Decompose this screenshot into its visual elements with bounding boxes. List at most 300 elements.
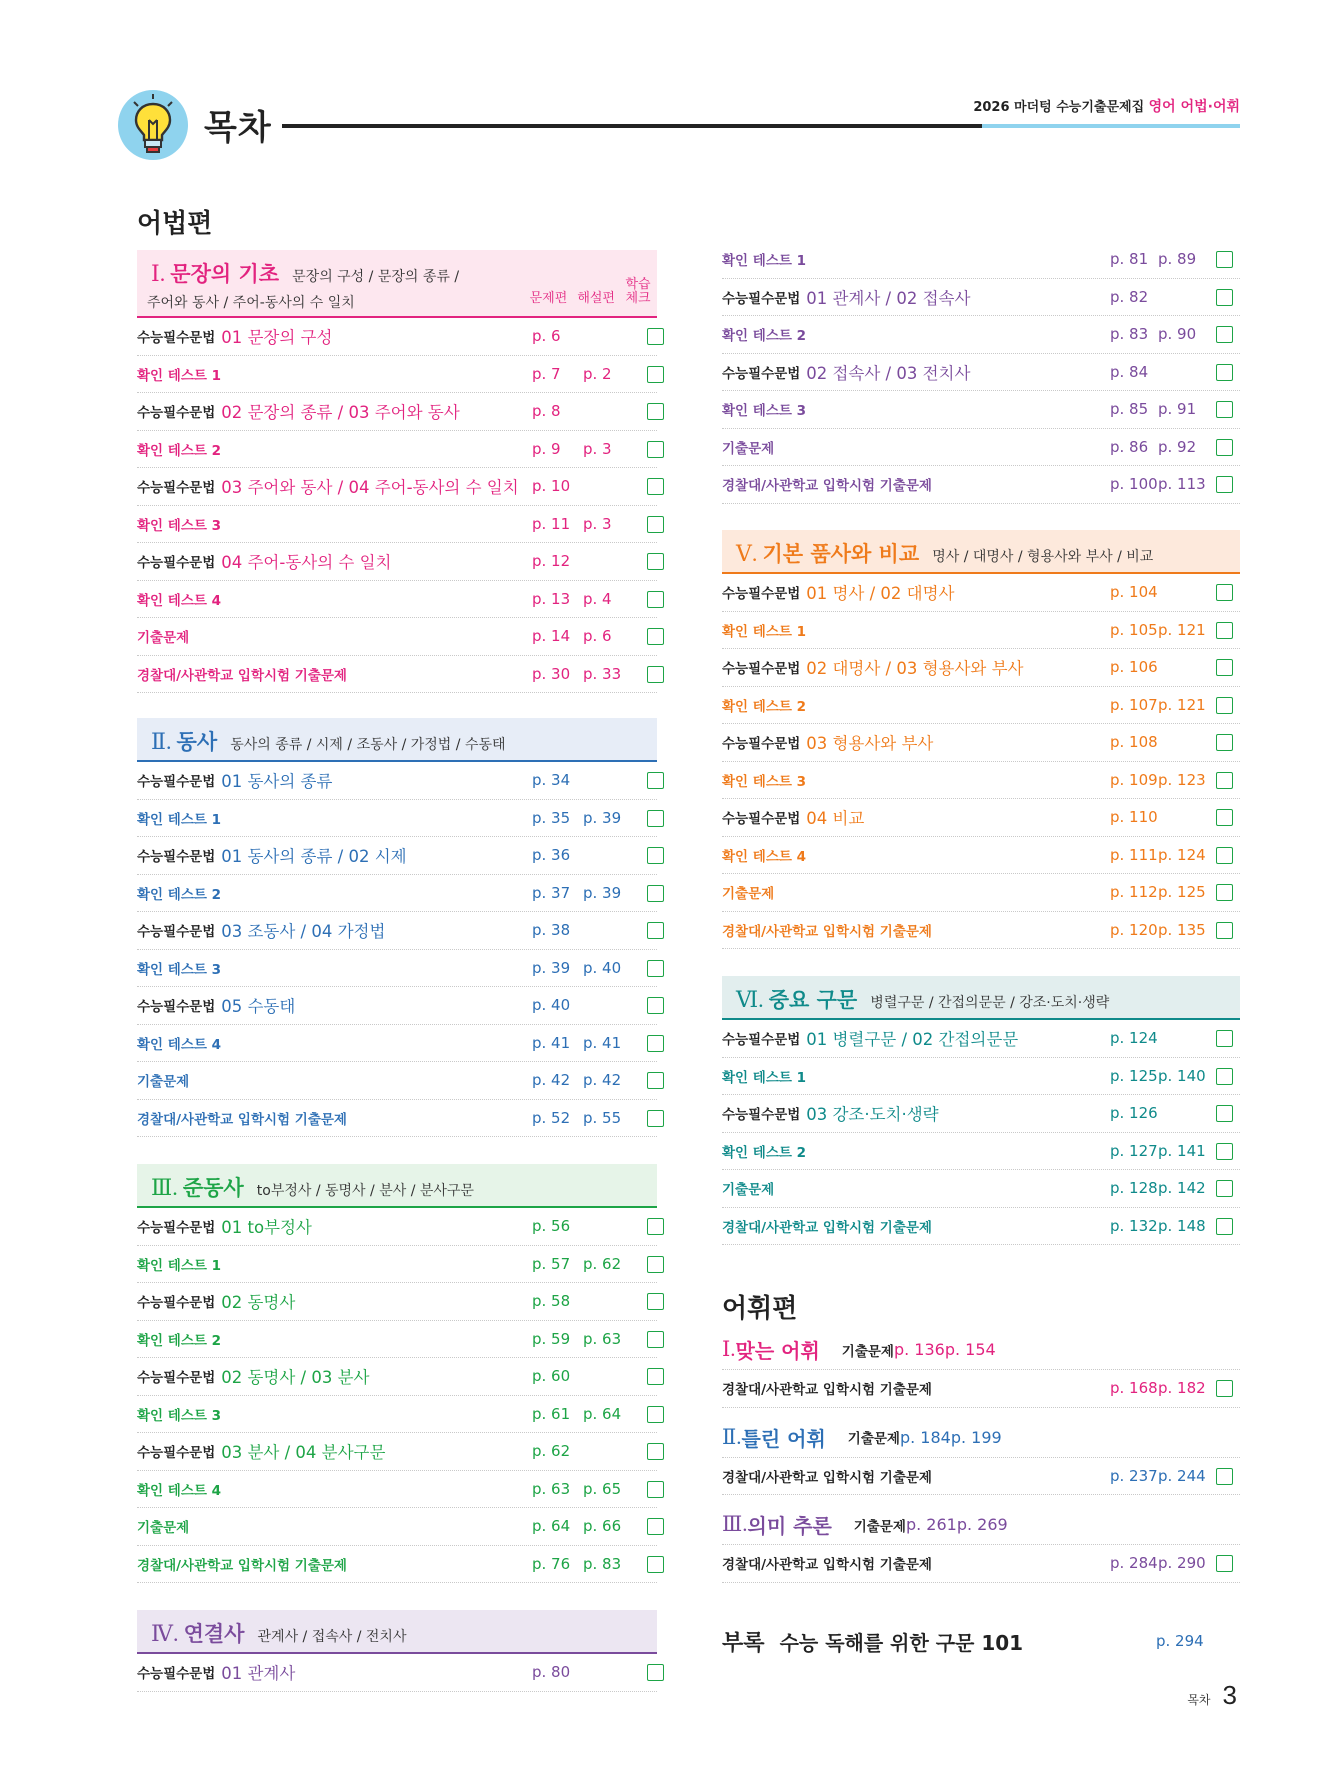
- row-topic: 01 병렬구문 / 02 간접의문문: [806, 1030, 1019, 1050]
- row-topic: 01 관계사: [221, 1664, 296, 1684]
- row-label: 확인 테스트 2: [722, 1144, 806, 1161]
- row-label: 경찰대/사관학교 입학시험 기출문제: [137, 1111, 347, 1128]
- problem-page: p. 127: [1110, 1141, 1158, 1160]
- problem-page: p. 112: [1110, 883, 1158, 902]
- problem-page: p. 85: [1110, 400, 1149, 419]
- row-label: 경찰대/사관학교 입학시험 기출문제: [722, 478, 932, 495]
- toc-row: [722, 429, 1240, 467]
- study-checkbox[interactable]: [647, 1556, 664, 1573]
- vocab-number: Ⅱ.: [722, 1424, 742, 1449]
- study-checkbox[interactable]: [1216, 1068, 1233, 1085]
- chapter-title: 문장의 기초: [170, 262, 280, 286]
- row-label: 기출문제: [722, 1182, 775, 1199]
- study-checkbox[interactable]: [647, 1293, 664, 1310]
- col-problem: 문제편: [529, 291, 568, 306]
- study-checkbox[interactable]: [1216, 1030, 1233, 1047]
- row-category: 수능필수문법: [137, 1220, 216, 1237]
- row-category: 수능필수문법: [137, 774, 216, 791]
- vocab-heading: 어휘편: [722, 1294, 798, 1324]
- row-category: 수능필수문법: [137, 1370, 216, 1387]
- study-checkbox[interactable]: [1216, 401, 1233, 418]
- vocab-title: 의미 추론: [747, 1514, 832, 1538]
- problem-page: p. 34: [532, 771, 571, 790]
- problem-page: p. 52: [532, 1108, 571, 1127]
- solution-page: p. 89: [1158, 250, 1197, 269]
- toc-row: [137, 950, 657, 988]
- problem-page: p. 39: [532, 958, 571, 977]
- study-checkbox[interactable]: [647, 328, 664, 345]
- study-checkbox[interactable]: [647, 1664, 664, 1681]
- row-label: 기출문제: [722, 440, 775, 457]
- vocab-label: 기출문제: [841, 1343, 894, 1360]
- row-label: 확인 테스트 4: [722, 848, 806, 865]
- study-checkbox[interactable]: [647, 553, 664, 570]
- solution-page: p. 41: [583, 1033, 622, 1052]
- solution-page: p. 66: [583, 1517, 622, 1536]
- toc-row: [722, 279, 1240, 317]
- row-label: 경찰대/사관학교 입학시험 기출문제: [722, 923, 932, 940]
- problem-page: p. 35: [532, 808, 571, 827]
- row-topic: 01 동사의 종류 / 02 시제: [221, 847, 407, 867]
- solution-page: p. 141: [1158, 1141, 1206, 1160]
- study-checkbox[interactable]: [1216, 1380, 1233, 1397]
- chapter-title: 준동사: [182, 1176, 244, 1200]
- toc-row: [722, 574, 1240, 612]
- solution-page: p. 40: [583, 958, 622, 977]
- title-rule: [282, 124, 982, 128]
- study-checkbox[interactable]: [647, 1331, 664, 1348]
- study-checkbox[interactable]: [647, 1406, 664, 1423]
- toc-row: [722, 354, 1240, 392]
- chapter-title: 동사: [176, 730, 218, 754]
- toc-row: [137, 1100, 657, 1138]
- toc-row: [137, 1546, 657, 1584]
- study-checkbox[interactable]: [1216, 884, 1233, 901]
- toc-row: [722, 1058, 1240, 1096]
- study-checkbox[interactable]: [1216, 734, 1233, 751]
- chapter-number: Ⅴ.: [736, 541, 758, 566]
- toc-row: [137, 1396, 657, 1434]
- chapter-rows: [137, 1208, 657, 1583]
- study-checkbox[interactable]: [647, 478, 664, 495]
- toc-row: [722, 1020, 1240, 1058]
- chapter-rows: [722, 241, 1240, 504]
- grammar-heading: 어법편: [137, 209, 213, 239]
- toc-row: [137, 318, 657, 356]
- toc-row: [137, 1358, 657, 1396]
- vocab-label: 기출문제: [853, 1518, 906, 1535]
- chapter-title: 중요 구문: [768, 988, 858, 1012]
- problem-page: p. 81: [1110, 250, 1149, 269]
- study-checkbox[interactable]: [1216, 659, 1233, 676]
- problem-page: p. 61: [532, 1404, 571, 1423]
- solution-page: p. 63: [583, 1329, 622, 1348]
- appendix: [722, 1626, 1222, 1660]
- solution-page: p. 33: [583, 664, 622, 683]
- vocab-extra-row: [722, 1545, 1240, 1583]
- row-category: 수능필수문법: [722, 1032, 801, 1049]
- row-label: 확인 테스트 1: [137, 1257, 221, 1274]
- chapter-2: [137, 718, 657, 1137]
- row-category: 수능필수문법: [137, 330, 216, 347]
- vocab-label: 기출문제: [847, 1431, 900, 1447]
- row-label: 경찰대/사관학교 입학시험 기출문제: [722, 1219, 932, 1236]
- page-footer: [1187, 1680, 1237, 1711]
- problem-page: p. 111: [1110, 845, 1158, 864]
- solution-page: p. 124: [1158, 845, 1206, 864]
- toc-row: [722, 799, 1240, 837]
- row-label: 확인 테스트 4: [137, 1036, 221, 1053]
- study-checkbox[interactable]: [647, 366, 664, 383]
- problem-page: p. 56: [532, 1217, 571, 1236]
- chapter-rows: [137, 318, 657, 693]
- appendix-page: p. 294: [1156, 1632, 1204, 1650]
- row-label: 확인 테스트 1: [722, 1069, 806, 1086]
- study-checkbox[interactable]: [1216, 1468, 1233, 1485]
- study-checkbox[interactable]: [1216, 922, 1233, 939]
- toc-row: [722, 912, 1240, 950]
- problem-page: p. 82: [1110, 287, 1149, 306]
- study-checkbox[interactable]: [647, 1481, 664, 1498]
- study-checkbox[interactable]: [647, 441, 664, 458]
- problem-page: p. 128: [1110, 1179, 1158, 1198]
- study-checkbox[interactable]: [647, 403, 664, 420]
- study-checkbox[interactable]: [1216, 289, 1233, 306]
- solution-page: p. 83: [583, 1554, 622, 1573]
- study-checkbox[interactable]: [647, 772, 664, 789]
- row-category: 수능필수문법: [137, 924, 216, 941]
- problem-page: p. 59: [532, 1329, 571, 1348]
- study-checkbox[interactable]: [647, 1035, 664, 1052]
- row-category: 수능필수문법: [137, 1445, 216, 1462]
- study-checkbox[interactable]: [647, 885, 664, 902]
- study-checkbox[interactable]: [1216, 1143, 1233, 1160]
- problem-page: p. 168: [1110, 1379, 1158, 1398]
- toc-row: [722, 612, 1240, 650]
- toc-row: [722, 724, 1240, 762]
- chapter-3: [137, 1164, 657, 1583]
- problem-page: p. 58: [532, 1292, 571, 1311]
- toc-row: [137, 762, 657, 800]
- toc-row: [137, 1321, 657, 1359]
- row-category: 수능필수문법: [722, 586, 801, 603]
- row-topic: 03 주어와 동사 / 04 주어-동사의 수 일치: [221, 478, 519, 498]
- problem-page: p. 108: [1110, 733, 1158, 752]
- problem-page: p. 261: [905, 1515, 957, 1534]
- chapter-number: Ⅳ.: [151, 1621, 179, 1646]
- vocab-section: [722, 1330, 1240, 1583]
- study-checkbox[interactable]: [647, 1518, 664, 1535]
- series-prefix: 2026 마더텅 수능기출문제집: [973, 100, 1149, 115]
- col-check-line-2: 체크: [625, 291, 651, 306]
- chapter-4-continued: [722, 241, 1240, 504]
- chapter-rows: [722, 574, 1240, 949]
- vocab-title: 맞는 어휘: [735, 1339, 820, 1363]
- solution-page: p. 182: [1158, 1379, 1206, 1398]
- vocab-number: Ⅰ.: [722, 1337, 736, 1361]
- problem-page: p. 124: [1110, 1029, 1158, 1048]
- toc-row: [722, 1095, 1240, 1133]
- row-label: 확인 테스트 2: [137, 1332, 221, 1349]
- page-title: 목차: [204, 108, 272, 148]
- row-label: 기출문제: [137, 1520, 190, 1537]
- problem-page: p. 63: [532, 1479, 571, 1498]
- row-topic: 01 문장의 구성: [221, 328, 333, 348]
- col-check: [625, 278, 651, 306]
- row-category: 수능필수문법: [722, 1107, 801, 1124]
- solution-page: p. 55: [583, 1108, 622, 1127]
- chapter-subtitle: 병렬구문 / 간접의문문 / 강조·도치·생략: [870, 995, 1110, 1011]
- solution-page: p. 113: [1158, 475, 1206, 494]
- solution-page: p. 64: [583, 1404, 622, 1423]
- study-checkbox[interactable]: [1216, 1180, 1233, 1197]
- series-subject: 영어 어법·어휘: [1148, 99, 1240, 115]
- problem-page: p. 11: [532, 514, 571, 533]
- problem-page: p. 126: [1110, 1104, 1158, 1123]
- toc-row: [137, 356, 657, 394]
- toc-row: [722, 466, 1240, 504]
- row-label: 기출문제: [722, 886, 775, 903]
- appendix-subtitle: 수능 독해를 위한 구문 101: [779, 1631, 1024, 1655]
- toc-row: [722, 1208, 1240, 1246]
- toc-row: [137, 912, 657, 950]
- solution-page: p. 39: [583, 883, 622, 902]
- toc-row: [722, 391, 1240, 429]
- row-topic: 04 주어-동사의 수 일치: [221, 553, 392, 573]
- study-checkbox[interactable]: [1216, 251, 1233, 268]
- chapter-subtitle: to부정사 / 동명사 / 분사 / 분사구문: [256, 1183, 474, 1199]
- problem-page: p. 41: [532, 1033, 571, 1052]
- row-topic: 02 접속사 / 03 전치사: [806, 363, 971, 383]
- row-topic: 02 동명사: [221, 1293, 296, 1313]
- row-label: 확인 테스트 1: [722, 623, 806, 640]
- solution-page: p. 290: [1158, 1554, 1206, 1573]
- row-label: 확인 테스트 3: [137, 961, 221, 978]
- solution-page: p. 3: [583, 439, 612, 458]
- toc-row: [137, 837, 657, 875]
- toc-row: [722, 874, 1240, 912]
- solution-page: p. 123: [1158, 770, 1206, 789]
- row-category: 수능필수문법: [722, 661, 801, 678]
- problem-page: p. 184: [899, 1427, 951, 1447]
- problem-page: p. 8: [532, 402, 561, 421]
- problem-page: p. 136: [893, 1340, 945, 1359]
- chapter-header: [722, 976, 1240, 1020]
- row-label: 확인 테스트 2: [137, 442, 221, 459]
- toc-row: [137, 800, 657, 838]
- toc-row: [137, 1025, 657, 1063]
- solution-page: p. 154: [944, 1340, 996, 1359]
- toc-row: [722, 316, 1240, 354]
- row-category: 수능필수문법: [722, 811, 801, 828]
- study-checkbox[interactable]: [647, 1110, 664, 1127]
- row-topic: 04 비교: [806, 809, 865, 829]
- row-topic: 01 명사 / 02 대명사: [806, 584, 955, 604]
- problem-page: p. 132: [1110, 1216, 1158, 1235]
- toc-row: [137, 1471, 657, 1509]
- row-topic: 05 수동태: [221, 997, 296, 1017]
- study-checkbox[interactable]: [647, 666, 664, 683]
- study-checkbox[interactable]: [647, 516, 664, 533]
- row-label: 확인 테스트 4: [137, 592, 221, 609]
- row-label: 경찰대/사관학교 입학시험 기출문제: [722, 1557, 932, 1574]
- chapter-number: Ⅲ.: [151, 1175, 178, 1200]
- toc-row: [137, 431, 657, 469]
- toc-row: [722, 1170, 1240, 1208]
- row-category: 수능필수문법: [137, 849, 216, 866]
- solution-page: p. 121: [1158, 620, 1206, 639]
- chapter-subtitle: 관계사 / 접속사 / 전치사: [257, 1629, 407, 1645]
- row-topic: 03 조동사 / 04 가정법: [221, 922, 386, 942]
- study-checkbox[interactable]: [647, 997, 664, 1014]
- solution-page: p. 62: [583, 1254, 622, 1273]
- chapter-number: Ⅵ.: [736, 987, 764, 1012]
- study-checkbox[interactable]: [647, 1072, 664, 1089]
- chapter-1: [137, 250, 657, 693]
- chapter-subtitle: 문장의 구성 / 문장의 종류 /: [292, 269, 460, 285]
- problem-page: p. 37: [532, 883, 571, 902]
- chapter-subtitle: 명사 / 대명사 / 형용사와 부사 / 비교: [932, 549, 1154, 565]
- solution-page: p. 140: [1158, 1066, 1206, 1085]
- row-topic: 02 대명사 / 03 형용사와 부사: [806, 659, 1024, 679]
- problem-page: p. 38: [532, 921, 571, 940]
- row-label: 경찰대/사관학교 입학시험 기출문제: [722, 1382, 932, 1399]
- vocab-chapter-row: [722, 1505, 1240, 1545]
- study-checkbox[interactable]: [1216, 697, 1233, 714]
- solution-page: p. 92: [1158, 437, 1197, 456]
- row-topic: 03 분사 / 04 분사구문: [221, 1443, 386, 1463]
- problem-page: p. 9: [532, 439, 561, 458]
- study-checkbox[interactable]: [1216, 847, 1233, 864]
- row-label: 확인 테스트 4: [137, 1482, 221, 1499]
- problem-page: p. 40: [532, 996, 571, 1015]
- study-checkbox[interactable]: [647, 960, 664, 977]
- problem-page: p. 13: [532, 589, 571, 608]
- study-checkbox[interactable]: [1216, 584, 1233, 601]
- problem-page: p. 86: [1110, 437, 1149, 456]
- study-checkbox[interactable]: [647, 810, 664, 827]
- problem-page: p. 64: [532, 1517, 571, 1536]
- row-topic: 01 관계사 / 02 접속사: [806, 288, 971, 308]
- solution-page: p. 6: [583, 627, 612, 646]
- problem-page: p. 42: [532, 1071, 571, 1090]
- problem-page: p. 36: [532, 846, 571, 865]
- solution-page: p. 39: [583, 808, 622, 827]
- row-label: 기출문제: [137, 1074, 190, 1091]
- toc-row: [137, 581, 657, 619]
- row-label: 확인 테스트 1: [722, 253, 806, 270]
- solution-page: p. 142: [1158, 1179, 1206, 1198]
- study-checkbox[interactable]: [1216, 326, 1233, 343]
- study-checkbox[interactable]: [647, 922, 664, 939]
- col-check-line-1: 학습: [625, 277, 651, 292]
- problem-page: p. 110: [1110, 808, 1158, 827]
- study-checkbox[interactable]: [1216, 1105, 1233, 1122]
- vocab-chapter-row: [722, 1418, 1240, 1458]
- study-checkbox[interactable]: [647, 1256, 664, 1273]
- study-checkbox[interactable]: [647, 1368, 664, 1385]
- row-label: 확인 테스트 1: [137, 367, 221, 384]
- row-category: 수능필수문법: [137, 555, 216, 572]
- row-category: 수능필수문법: [722, 736, 801, 753]
- toc-row: [137, 618, 657, 656]
- chapter-header: [137, 1164, 657, 1208]
- vocab-title: 틀린 어휘: [741, 1426, 826, 1451]
- study-checkbox[interactable]: [647, 1443, 664, 1460]
- toc-row: [137, 1654, 657, 1692]
- row-category: 수능필수문법: [137, 999, 216, 1016]
- row-topic: 03 형용사와 부사: [806, 734, 934, 754]
- row-category: 수능필수문법: [137, 480, 216, 497]
- row-label: 확인 테스트 2: [722, 698, 806, 715]
- chapter-rows: [137, 762, 657, 1137]
- solution-page: p. 148: [1158, 1216, 1206, 1235]
- problem-page: p. 83: [1110, 325, 1149, 344]
- study-checkbox[interactable]: [1216, 622, 1233, 639]
- problem-page: p. 62: [532, 1442, 571, 1461]
- toc-row: [137, 1208, 657, 1246]
- solution-page: p. 269: [956, 1515, 1008, 1534]
- study-checkbox[interactable]: [1216, 809, 1233, 826]
- toc-row: [722, 837, 1240, 875]
- problem-page: p. 6: [532, 327, 561, 346]
- row-label: 기출문제: [137, 630, 190, 647]
- toc-row: [722, 762, 1240, 800]
- row-label: 경찰대/사관학교 입학시험 기출문제: [137, 667, 347, 684]
- study-checkbox[interactable]: [647, 1218, 664, 1235]
- row-category: 수능필수문법: [137, 1295, 216, 1312]
- row-category: 수능필수문법: [722, 365, 801, 382]
- study-checkbox[interactable]: [1216, 476, 1233, 493]
- row-category: 수능필수문법: [137, 405, 216, 422]
- row-topic: 01 to부정사: [221, 1218, 312, 1238]
- study-checkbox[interactable]: [1216, 772, 1233, 789]
- vocab-rows: [722, 1330, 1240, 1583]
- chapter-5: [722, 530, 1240, 949]
- problem-page: p. 12: [532, 552, 571, 571]
- toc-row: [137, 1283, 657, 1321]
- problem-page: p. 7: [532, 364, 561, 383]
- toc-row: [722, 649, 1240, 687]
- study-checkbox[interactable]: [1216, 364, 1233, 381]
- chapter-rows: [137, 1654, 657, 1692]
- toc-row: [137, 987, 657, 1025]
- study-checkbox[interactable]: [647, 591, 664, 608]
- chapter-subtitle: 동사의 종류 / 시제 / 조동사 / 가정법 / 수동태: [230, 737, 506, 753]
- toc-row: [137, 468, 657, 506]
- toc-row: [137, 543, 657, 581]
- problem-page: p. 284: [1110, 1554, 1158, 1573]
- column-labels: [530, 278, 651, 306]
- study-checkbox[interactable]: [1216, 439, 1233, 456]
- problem-page: p. 105: [1110, 620, 1158, 639]
- row-label: 확인 테스트 3: [722, 403, 806, 420]
- solution-page: p. 135: [1158, 920, 1206, 939]
- row-category: 수능필수문법: [137, 1666, 216, 1683]
- chapter-header: [722, 530, 1240, 574]
- study-checkbox[interactable]: [647, 847, 664, 864]
- row-label: 확인 테스트 2: [722, 328, 806, 345]
- toc-row: [137, 1433, 657, 1471]
- solution-page: p. 42: [583, 1071, 622, 1090]
- chapter-title: 기본 품사와 비교: [762, 542, 920, 566]
- study-checkbox[interactable]: [1216, 1218, 1233, 1235]
- vocab-number: Ⅲ.: [722, 1512, 748, 1536]
- problem-page: p. 120: [1110, 920, 1158, 939]
- study-checkbox[interactable]: [647, 628, 664, 645]
- toc-row: [137, 393, 657, 431]
- study-checkbox[interactable]: [1216, 1555, 1233, 1572]
